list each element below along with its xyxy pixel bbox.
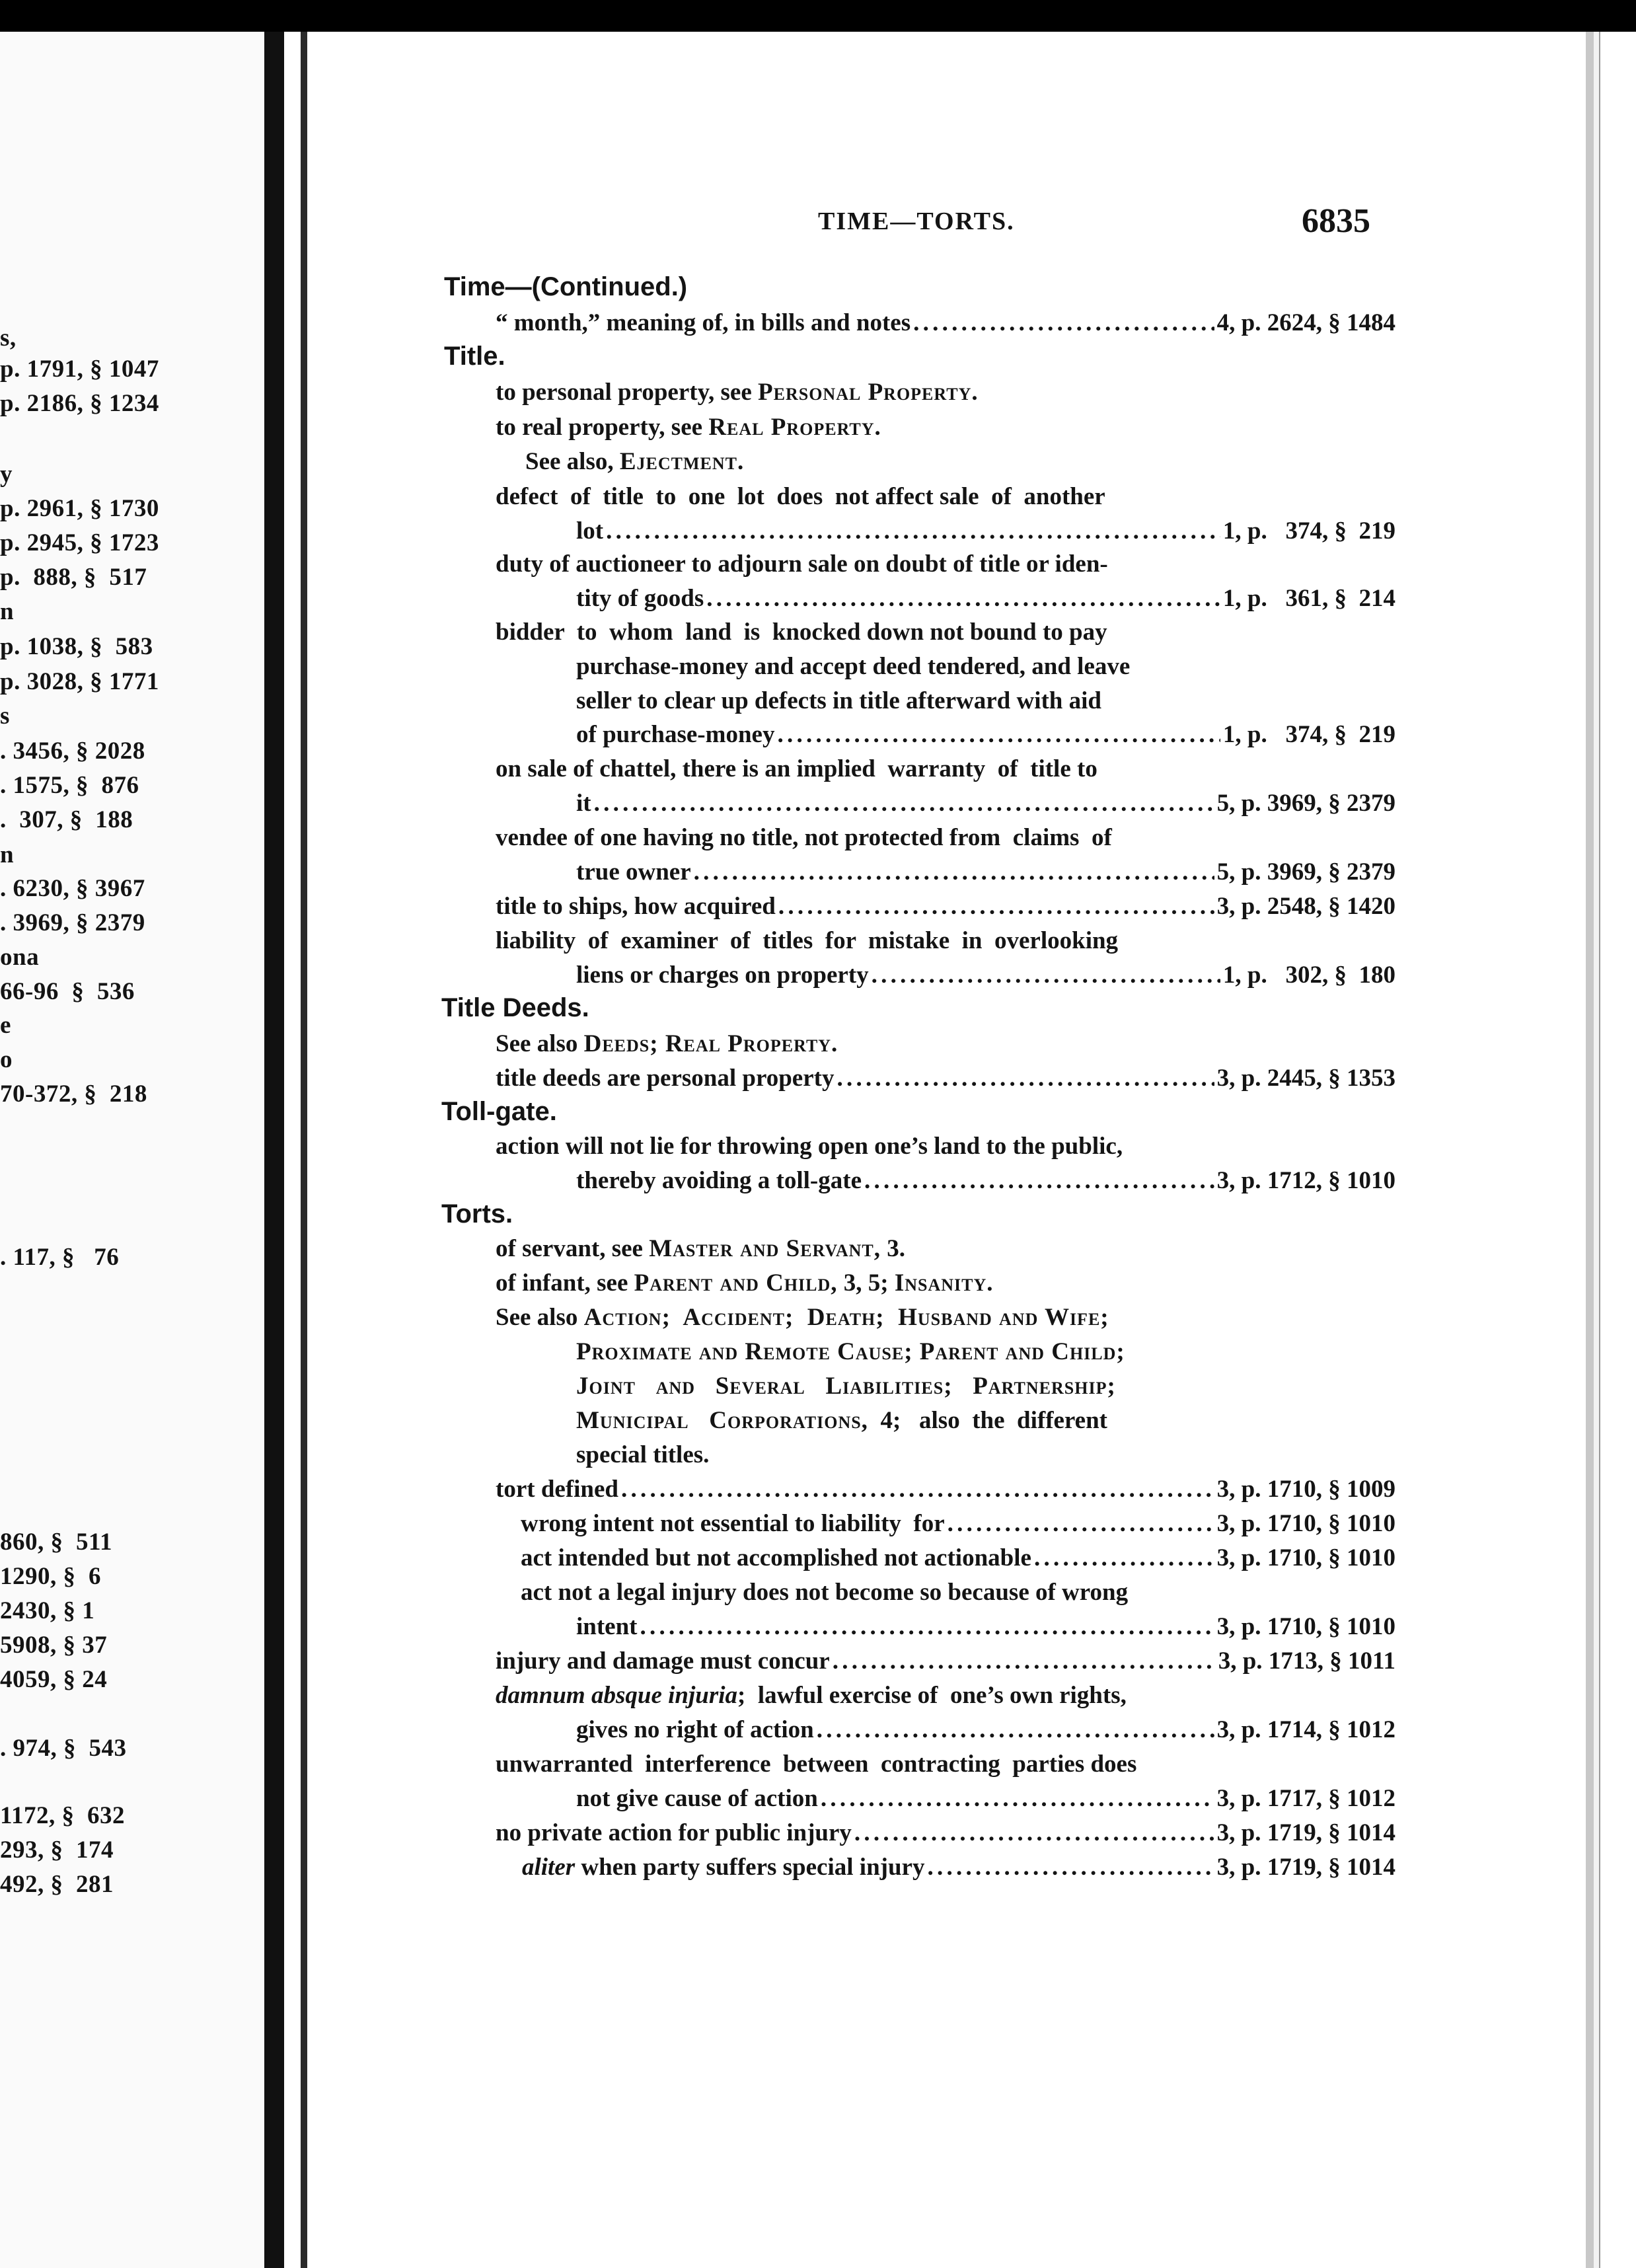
entry-ref: 3, p. 1710, § 1010 (1216, 1613, 1395, 1640)
heading-torts: Torts. (441, 1199, 513, 1228)
text: of infant, see (496, 1269, 634, 1297)
entry-text: intent (576, 1613, 638, 1640)
leader-dots (817, 1716, 1214, 1744)
leader-dots (640, 1612, 1214, 1641)
facing-page-line: . 1575, § 876 (0, 772, 139, 799)
page-edge (1586, 32, 1594, 2268)
entry-see-also-line5: special titles. (576, 1441, 710, 1468)
entry-text: act intended but not accomplished not actionable (521, 1544, 1031, 1571)
cross-reference: Ejectment. (619, 448, 745, 475)
latin-phrase: aliter (522, 1854, 576, 1881)
leader-dots (833, 1647, 1216, 1675)
text: 4; also the different (868, 1407, 1108, 1434)
entry-see-also-line3: Joint and Several Liabilities; Partnership; (576, 1373, 1116, 1400)
entry-text: tort defined (496, 1476, 618, 1503)
entry-unwarranted (576, 1784, 1395, 1813)
entry-title-real (496, 413, 881, 441)
entry-tort-defined (496, 1475, 1395, 1503)
page-margin (1599, 32, 1636, 2268)
entry-text: wrong intent not essential to liability for (521, 1510, 945, 1537)
entry-vendee-line1: vendee of one having no title, not protected from claims of (496, 824, 1112, 851)
facing-page-line: p. 2961, § 1730 (0, 495, 159, 522)
text: to real property, see (496, 414, 709, 441)
page-edge-inner (1594, 32, 1599, 2268)
cross-reference: Municipal Corporations, (576, 1407, 868, 1434)
entry-liability (576, 961, 1395, 989)
entry-chattel (576, 789, 1395, 817)
leader-dots (821, 1784, 1214, 1813)
facing-page-line: o (0, 1046, 13, 1073)
entry-defect-line1: defect of title to one lot does not affect sale of another (496, 483, 1105, 510)
leader-dots (872, 961, 1220, 989)
facing-page-line: y (0, 461, 13, 488)
entry-infant (496, 1269, 994, 1297)
entry-text: injury and damage must concur (496, 1647, 830, 1675)
leader-dots (927, 1853, 1214, 1881)
facing-page-line: p. 2945, § 1723 (0, 529, 159, 556)
entry-text: title to ships, how acquired (496, 893, 776, 920)
entry-ref: 3, p. 1719, § 1014 (1216, 1854, 1395, 1881)
facing-page-line: . 117, § 76 (0, 1244, 120, 1271)
entry-deeds-see-also (496, 1030, 838, 1058)
facing-page-line: 1290, § 6 (0, 1563, 101, 1590)
facing-page-line: . 3969, § 2379 (0, 909, 145, 936)
facing-page-line: . 974, § 543 (0, 1735, 127, 1762)
entry-servant (496, 1234, 905, 1263)
entry-ref: 3, p. 1712, § 1010 (1216, 1167, 1395, 1194)
entry-ref: 1, p. 374, § 219 (1222, 517, 1395, 545)
entry-ref: 1, p. 302, § 180 (1222, 962, 1395, 989)
entry-liability-line1: liability of examiner of titles for mistake in overlooking (496, 927, 1119, 954)
cross-reference: Real Property. (708, 414, 881, 441)
entry-duty-line1: duty of auctioneer to adjourn sale on doubt of title or iden- (496, 550, 1108, 578)
gutter-shadow (301, 32, 307, 2268)
cross-reference: Insanity. (894, 1269, 994, 1297)
entry-toll (576, 1166, 1395, 1195)
entry-ref: 3, p. 1710, § 1010 (1216, 1510, 1395, 1537)
entry-defect (576, 517, 1395, 545)
entry-ref: 5, p. 3969, § 2379 (1216, 790, 1395, 817)
entry-unwarranted-line1: unwarranted interference between contracting parties does (496, 1751, 1137, 1778)
text: to personal property, see (496, 379, 759, 406)
facing-page-line: p. 2186, § 1234 (0, 390, 159, 417)
entry-ref: 3, p. 1719, § 1014 (1216, 1819, 1395, 1846)
entry-ref: 3, p. 2445, § 1353 (1216, 1065, 1395, 1092)
entry-ref: 4, p. 2624, § 1484 (1216, 309, 1395, 336)
leader-dots (621, 1475, 1214, 1503)
text: See also (496, 1304, 584, 1331)
facing-page-line: ona (0, 944, 40, 971)
entry-text: not give cause of action (576, 1785, 818, 1812)
entry-bidder (576, 720, 1395, 749)
entry-see-also-line1 (496, 1303, 1109, 1332)
entry-ref: 3, p. 1710, § 1010 (1216, 1544, 1395, 1571)
cross-reference: Parent and Child, (634, 1269, 838, 1297)
leader-dots (706, 584, 1220, 613)
entry-month (496, 309, 1395, 337)
facing-page-line: 492, § 281 (0, 1871, 114, 1898)
entry-ref: 1, p. 361, § 214 (1222, 585, 1395, 612)
cross-reference: Personal Property. (758, 379, 979, 406)
facing-page-line: p. 3028, § 1771 (0, 668, 159, 695)
entry-ref: 1, p. 374, § 219 (1222, 721, 1395, 748)
entry-bidder-line1: bidder to whom land is knocked down not bound to pay (496, 619, 1107, 646)
heading-time: Time—(Continued.) (444, 272, 688, 301)
entry-ref: 3, p. 1714, § 1012 (1216, 1716, 1395, 1743)
leader-dots (864, 1166, 1214, 1195)
entry-injury-damage (496, 1647, 1395, 1675)
entry-act-not-legal-line1: act not a legal injury does not become so because of wrong (521, 1579, 1129, 1606)
leader-dots (694, 858, 1214, 886)
facing-page-line: 70-372, § 218 (0, 1080, 147, 1108)
heading-title-deeds: Title Deeds. (441, 993, 589, 1022)
entry-private-action (496, 1819, 1395, 1847)
entry-act-not-legal (576, 1612, 1395, 1641)
facing-page-line: 66-96 § 536 (0, 978, 135, 1005)
facing-page-line: s, (0, 324, 17, 352)
leader-dots (1034, 1544, 1214, 1572)
entry-aliter (522, 1853, 1395, 1881)
facing-page-line: e (0, 1012, 11, 1039)
entry-wrong-intent (521, 1509, 1395, 1538)
entry-ref: 3, p. 2548, § 1420 (1216, 893, 1395, 920)
entry-text: lot (576, 517, 604, 545)
scan-border-top (0, 0, 1636, 32)
text: of servant, see (496, 1235, 650, 1262)
facing-page-line: 293, § 174 (0, 1836, 114, 1864)
facing-page-line: . 3456, § 2028 (0, 737, 145, 765)
entry-text: liens or charges on property (576, 962, 869, 989)
entry-text (522, 1853, 924, 1881)
facing-page-line: 2430, § 1 (0, 1597, 95, 1624)
running-head: TIME—TORTS. (818, 208, 1015, 235)
entry-text: tity of goods (576, 585, 704, 612)
cross-reference: Deeds; Real Property. (583, 1030, 838, 1057)
cross-reference: Action; Accident; Death; Husband and Wife; (583, 1304, 1109, 1331)
entry-damnum-line1 (496, 1681, 1127, 1710)
entry-duty (576, 584, 1395, 613)
facing-page-line: p. 1038, § 583 (0, 633, 153, 660)
entry-ref: 3, p. 1710, § 1009 (1216, 1476, 1395, 1503)
leader-dots (778, 892, 1214, 921)
facing-page-line: p. 1791, § 1047 (0, 356, 159, 383)
entry-text: title deeds are personal property (496, 1065, 835, 1092)
facing-page-line: 5908, § 37 (0, 1632, 108, 1659)
facing-page-line: . 6230, § 3967 (0, 875, 145, 902)
book-spine (264, 32, 284, 2268)
leader-dots (913, 309, 1214, 337)
text: when party suffers special injury (575, 1854, 925, 1881)
entry-see-also-line2: Proximate and Remote Cause; Parent and Child; (576, 1338, 1125, 1365)
heading-title: Title. (444, 342, 505, 371)
facing-page-line: n (0, 598, 15, 625)
facing-page-line: 1172, § 632 (0, 1802, 125, 1829)
leader-dots (948, 1509, 1214, 1538)
leader-dots (854, 1819, 1214, 1847)
facing-page-line: 4059, § 24 (0, 1666, 108, 1693)
leader-dots (777, 720, 1220, 749)
entry-title-see-also (525, 447, 744, 476)
entry-text: of purchase-money (576, 721, 775, 748)
facing-page (0, 32, 264, 2268)
page-number: 6835 (1302, 202, 1370, 240)
heading-toll-gate: Toll-gate. (441, 1097, 557, 1126)
entry-text: gives no right of action (576, 1716, 814, 1743)
entry-bidder-line2: purchase-money and accept deed tendered, and leave (576, 653, 1131, 680)
latin-phrase: damnum absque injuria (496, 1682, 738, 1709)
facing-page-line: n (0, 841, 15, 868)
entry-text: thereby avoiding a toll-gate (576, 1167, 862, 1194)
facing-page-line: . 307, § 188 (0, 806, 133, 833)
text: ; lawful exercise of one’s own rights, (737, 1682, 1127, 1709)
leader-dots (594, 789, 1214, 817)
entry-text: “ month,” meaning of, in bills and notes (496, 309, 911, 336)
entry-toll-line1: action will not lie for throwing open one’s land to the public, (496, 1133, 1123, 1160)
leader-dots (606, 517, 1220, 545)
entry-chattel-line1: on sale of chattel, there is an implied warranty of title to (496, 755, 1097, 782)
leader-dots (837, 1064, 1214, 1092)
entry-ref: 5, p. 3969, § 2379 (1216, 858, 1395, 886)
entry-act-intended (521, 1544, 1395, 1572)
entry-ships (496, 892, 1395, 921)
entry-deeds (496, 1064, 1395, 1092)
facing-page-line: p. 888, § 517 (0, 564, 147, 591)
facing-page-line: s (0, 702, 10, 730)
entry-text: it (576, 790, 591, 817)
entry-see-also-line4 (576, 1406, 1107, 1435)
text: See also (496, 1030, 584, 1057)
entry-damnum (576, 1716, 1395, 1744)
entry-bidder-line3: seller to clear up defects in title afterward with aid (576, 687, 1101, 714)
facing-page-line: 860, § 511 (0, 1529, 112, 1556)
entry-title-personal (496, 378, 979, 406)
text: See also, (525, 448, 620, 475)
cross-reference: Master and Servant, (649, 1235, 881, 1262)
entry-text: true owner (576, 858, 691, 886)
text: 3. (881, 1235, 906, 1262)
text: 3, 5; (837, 1269, 895, 1297)
entry-text: no private action for public injury (496, 1819, 852, 1846)
entry-vendee (576, 858, 1395, 886)
entry-ref: 3, p. 1713, § 1011 (1218, 1647, 1395, 1675)
entry-ref: 3, p. 1717, § 1012 (1216, 1785, 1395, 1812)
